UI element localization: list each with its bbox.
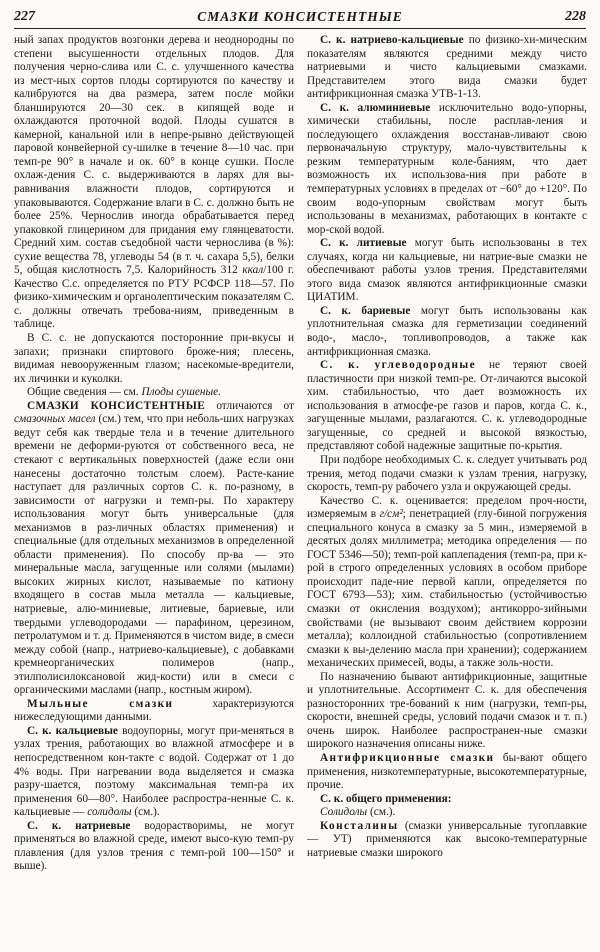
right-column (307, 34, 587, 946)
paragraph: С. к. бариевые могут быть использованы как уплотнительная смазка для герметизации соединений водо-, масло-, топливопроводов, а также как антифрикционная смазка. (307, 304, 587, 358)
paragraph: С. к. углеводородные не теряют своей пластичности при низкой темп-ре. От-личаются высокой хим. стабильностью, что дает возможность их использования в атмосфе-ре газов и паров, когда С. к., загущенные мылами, разлагаются. С. к. углеводородные загущенные, со средней и высокой вязкостью, представляют собой надежные защитные по-крытия. (307, 359, 587, 453)
page-number-right: 228 (564, 9, 586, 24)
paragraph: С. к. натриево-кальциевые по физико-хи-мическим показателям являются средними между чисто натриевыми и чисто кальциевыми смазками. Представителем этого вида смазки будет антифрикционная смазка УТВ-1-13. (307, 34, 587, 101)
paragraph: При подборе необходимых С. к. следует учитывать род трения, метод подачи смазки к узлам трения, нагрузку, скорость, темп-ру рабочего узла и окружающей среды. (307, 453, 587, 494)
running-header (14, 6, 586, 29)
page-number-left: 227 (14, 9, 35, 24)
paragraph: ный запах продуктов возгонки дерева и неоднородны по степени высушенности отдельных плодов. Для получения черно-слива или С. с. улучшенного качества из мест-ных сортов плоды сортируются по качеству и калибруются на два размера, затем после мойки бланшируются 20—30 сек. в кипящей воде и охлаждаются проточной водой. Плоды сушатся в камерной, канальной или в непре-рывно действующей паровой конвейерной су-шилке в течение 8—10 час. при темп-ре 90° в начале и ок. 60° в конце сушки. После охлаж-дения С. с. выдерживаются в ларях для вы-равнивания влажности плодов, сортируются и упаковываются. Содержание влаги в С. с. должно быть не более 25%. Чернослив иногда обрабатывается перед упаковкой глицерином для придания ему глянцеватости. Средний хим. состав съедобной части чернослива (в %): сухие вещества 78, углеводы 54 (в т. ч. сахара 5,5), белки 5, общая кислотность 7,5. Калорийность 312 ккал/100 г. Качество С.с. определяется по РТУ РСФСР 118—57. По физико-химическим и органолептическим показателям С. с. должны отвечать требова-ниям, приведенным в таблице. (14, 34, 294, 331)
paragraph: Качество С. к. оценивается: пределом проч-ности, измеряемым в г/см²; пенетрацией (глу-биной погружения специального конуса в смазку за 5 мин., измеряемой в десятых долях миллиметра; методика определения — по ГОСТ 5346—50); темп-рой каплепадения (темп-ра, при к-рой в строго определенных условиях в особом приборе происходит паде-ние первой капли, определяется по ГОСТ 6793—53); хим. стабильностью (устойчивостью смазки от окисления воздухом); антикорро-зийными свойствами (не вызывают своим действием коррозии металла); коллоидной стабильностью (сопротивлением смазки к вы-делению масла при хранении); содержанием механических примесей, воды, а также золь-ности. (307, 494, 587, 670)
paragraph: По назначению бывают антифрикционные, защитные и уплотнительные. Ассортимент С. к. для обеспечения разносторонних тре-бований к ним (нагрузки, темп-ры, скорости, внешней среды, условий подачи смазок и т. п.) очень широк. Наиболее распространен-ные смазки широкого назначения описаны ниже. (307, 670, 587, 751)
cross-reference-link[interactable]: смазочных масел (14, 413, 96, 426)
subheading: С. к. кальциевые (27, 724, 118, 737)
subheading: С. к. натриево-кальциевые (320, 34, 464, 46)
paragraph: Общие сведения — см. Плоды сушеные. (27, 386, 221, 399)
subheading: С. к. литиевые (320, 237, 407, 250)
subheading: С. к. бариевые (320, 304, 411, 317)
paragraph: В С. с. не допускаются посторонние при-вкусы и запахи; признаки спиртового броже-ния; плесень, видимая невооруженным глазом; насекомые-вредители, их личинки и куколки. (14, 332, 294, 385)
subheading: С. к. углеводородные (320, 359, 477, 372)
cross-reference-link[interactable]: Солидолы (320, 806, 368, 819)
paragraph: С. к. алюминиевые исключительно водо-упорны, химически стабильны, после расплав-ления и последующего охлаждения восстанав-ливают свою первоначальную структуру, мало-чувствительны к резким температурным коле-баниям, что дает возможность их использова-ния при работе в температурных условиях в пределах от −60° до +120°. По своим водо-упорным свойствам могут быть использованы в механизмах, работающих в контакте с мор-ской водой. (307, 101, 587, 236)
paragraph (307, 793, 587, 807)
paragraph: С. к. литиевые могут быть использованы в тех случаях, когда ни кальциевые, ни натрие-вые смазки не обеспечивают работы узлов трения. Представителями этого вида смазок являются антифрикционные смазки ЦИАТИМ. (307, 237, 587, 304)
subheading: С. к. общего применения: (320, 792, 452, 805)
running-title: СМАЗКИ КОНСИСТЕНТНЫЕ (197, 9, 403, 24)
subheading: Консталины (320, 819, 399, 832)
left-column (14, 34, 294, 946)
paragraph: Мыльные смазки характеризуются нижеследующими данными. (14, 697, 294, 724)
paragraph: С. к. кальциевые водоупорны, могут при-меняться в узлах трения, работающих во влажной атмосфере и в непосредственном кон-такте с водой. Содержат от 1 до 4% воды. При нагревании вода выделяется и смазка разру-шается, поэтому максимальная темп-ра их применения 60—80°. Наиболее распростра-ненные С. к. кальциевые — солидолы (см.). (14, 724, 294, 819)
entry-paragraph: СМАЗКИ КОНСИСТЕНТНЫЕ отличаются от смазочных масел (см.) тем, что при неболь-ших нагрузках ведут себя как твердые тела и в течение длительного времени не деформи-руются от собственного веса, не стекают с вертикальных поверхностей (даже если они нанесены достаточно толстым слоем). Расте-кание наступает для различных сортов С. к. по-разному, в зависимости от нагрузки и темп-ры. По характеру использования могут быть универсальные (для механизмов в раз-личных областях применения) и специальные (для отдельных механизмов в определенной области применения). По способу пр-ва — это минеральные масла, загущенные или солями (мылами) высоких жирных кислот, называемые по катиону входящего в состав мыла металла — кальциевые, натриевые, алю-миниевые, литиевые, бариевые, или твердыми углеводородами — парафином, церезином, петролатумом и т. д. Применяются в чистом виде, в смеси между собой (напр., натриево-кальциевые), с добавками кремнеорганических полимеров (напр., этилполисилоксановой жид-кости) или в смеси с органическими маслами (напр., костным жиром). (14, 399, 294, 697)
subheading: Мыльные смазки (27, 697, 174, 710)
cross-reference-link[interactable]: Плоды сушеные. (141, 386, 221, 399)
subheading: С. к. алюминиевые (320, 101, 431, 114)
subheading: Антифрикционные смазки (320, 751, 495, 764)
paragraph: Консталины (смазки универсальные тугоплавкие — УТ) применяются как высоко-температурные натриевые смазки широкого (307, 819, 587, 859)
cross-reference-link[interactable]: солидолы (87, 806, 132, 819)
paragraph: С. к. натриевые водорастворимы, не могут применяться во влажной среде, имеют высо-кую темп-ру плавления (для узлов трения с темп-рой 100—150° и выше). (14, 819, 294, 873)
paragraph: Солидолы (см.). (320, 806, 396, 819)
subheading: С. к. натриевые (27, 819, 131, 832)
entry-headword: СМАЗКИ КОНСИСТЕНТНЫЕ (27, 399, 206, 412)
paragraph: Антифрикционные смазки бы-вают общего применения, низкотемпературные, высокотемпературные, прочие. (307, 751, 587, 792)
